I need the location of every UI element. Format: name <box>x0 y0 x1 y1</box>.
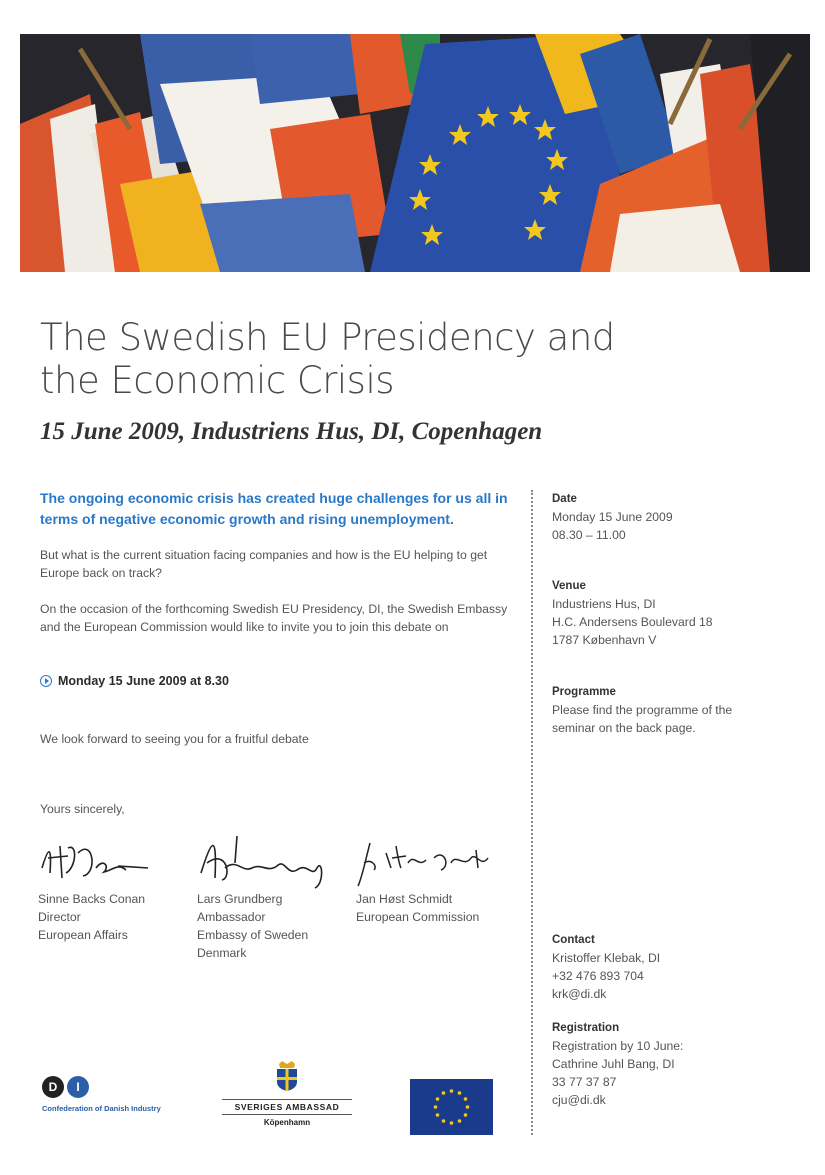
signature-1-handwriting <box>38 828 168 890</box>
signatory-1-name: Sinne Backs Conan <box>38 892 146 906</box>
embassy-name: SVERIGES AMBASSAD <box>222 1099 352 1115</box>
lead-paragraph: The ongoing economic crisis has created huge challenges for us all in terms of negative economic growth and rising unemployment. <box>40 490 508 527</box>
sidebar-programme <box>552 683 792 737</box>
column-divider <box>531 490 533 1135</box>
signatory-1-org: European Affairs <box>38 928 128 942</box>
contact-name: Kristoffer Klebak, DI <box>552 951 661 965</box>
signatory-2-org: Embassy of Sweden <box>197 928 309 942</box>
signatory-2-name: Lars Grundberg <box>197 892 283 906</box>
signatory-2-title: Ambassador <box>197 910 266 924</box>
embassy-city: Köpenhamn <box>263 1118 311 1127</box>
signatory-1-title: Director <box>38 910 81 924</box>
sidebar-venue <box>552 577 792 649</box>
registration-phone: 33 77 37 87 <box>552 1075 617 1089</box>
contact-heading: Contact <box>552 934 595 946</box>
sidebar-date <box>552 490 792 544</box>
registration-contact: Cathrine Juhl Bang, DI <box>552 1057 675 1071</box>
registration-heading: Registration <box>552 1022 620 1034</box>
arrow-circle-icon <box>40 675 52 687</box>
body-paragraph-2: On the occasion of the forthcoming Swedish EU Presidency, DI, the Swedish Embassy and the European Commission would like to invite you to join this debate on <box>40 602 508 634</box>
venue-heading: Venue <box>552 580 586 592</box>
flags-photo <box>20 34 810 272</box>
registration-deadline: Registration by 10 June: <box>552 1039 684 1053</box>
programme-text: Please find the programme of the seminar on the back page. <box>552 703 733 735</box>
closing-salutation: Yours sincerely, <box>40 802 125 816</box>
body-paragraph-1: But what is the current situation facing companies and how is the EU helping to get Europe back on track? <box>40 548 488 580</box>
signatory-3 <box>356 828 506 926</box>
swedish-embassy-logo <box>222 1060 352 1127</box>
event-datetime <box>40 674 229 688</box>
contact-phone: +32 476 893 704 <box>552 969 644 983</box>
di-logo <box>42 1076 161 1113</box>
eu-stars-icon <box>410 1079 493 1135</box>
sidebar-contact <box>552 931 792 1003</box>
swedish-crown-shield-icon <box>274 1060 300 1092</box>
signatory-1 <box>38 828 168 944</box>
contact-email[interactable]: krk@di.dk <box>552 987 607 1001</box>
body-paragraph-3: We look forward to seeing you for a fruitful debate <box>40 732 309 746</box>
signatory-2 <box>197 828 337 962</box>
venue-street: H.C. Andersens Boulevard 18 <box>552 615 713 629</box>
date-day: Monday 15 June 2009 <box>552 510 673 524</box>
di-logo-i: I <box>67 1076 89 1098</box>
venue-name: Industriens Hus, DI <box>552 597 656 611</box>
programme-heading: Programme <box>552 686 616 698</box>
date-heading: Date <box>552 493 577 505</box>
flags-illustration <box>20 34 810 272</box>
date-time: 08.30 – 11.00 <box>552 528 626 542</box>
sidebar-registration <box>552 1019 792 1109</box>
venue-city: 1787 København V <box>552 633 657 647</box>
event-datetime-text: Monday 15 June 2009 at 8.30 <box>58 674 229 688</box>
signature-2-handwriting <box>197 828 337 890</box>
signature-3-handwriting <box>356 828 506 890</box>
signatory-3-name: Jan Høst Schmidt <box>356 892 453 906</box>
signatory-2-country: Denmark <box>197 946 247 960</box>
signatory-3-org: European Commission <box>356 910 480 924</box>
page-title: The Swedish EU Presidency and the Economic Crisis <box>40 316 615 402</box>
di-logo-caption: Confederation of Danish Industry <box>42 1104 161 1113</box>
event-subtitle: 15 June 2009, Industriens Hus, DI, Copenhagen <box>40 418 543 445</box>
registration-email[interactable]: cju@di.dk <box>552 1093 606 1107</box>
di-logo-d: D <box>42 1076 64 1098</box>
eu-flag-logo <box>410 1079 493 1135</box>
